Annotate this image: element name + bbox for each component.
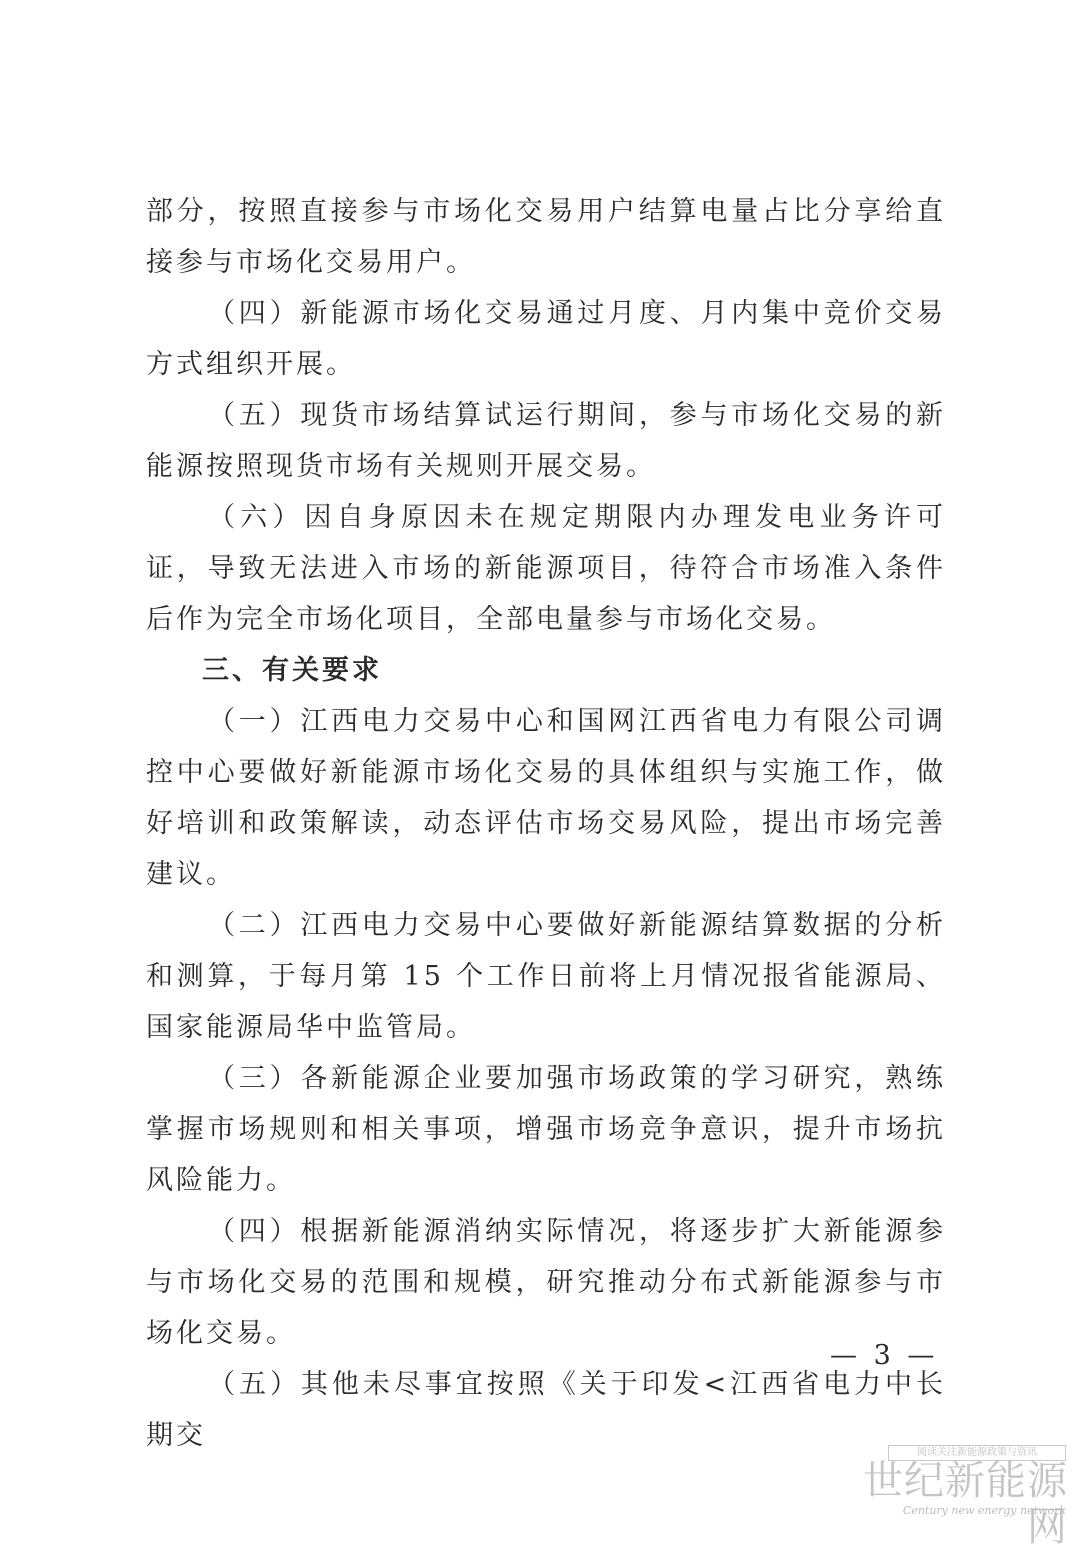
requirement-item-3: （三）各新能源企业要加强市场政策的学习研究，熟练掌握市场规则和相关事项，增强市场竞争意识，提升市场抗风险能力。	[146, 1063, 946, 1196]
requirement-item-2: （二）江西电力交易中心要做好新能源结算数据的分析和测算，于每月第 15 个工作日前将上月情况报省能源局、国家能源局华中监管局。	[146, 910, 946, 1043]
document-body	[146, 186, 946, 1461]
watermark-logo-text: 世纪新能源网	[863, 1458, 1068, 1550]
watermark-caption: 阅读关注新能源政策与资讯	[888, 1445, 1066, 1461]
requirement-item-4: （四）根据新能源消纳实际情况，将逐步扩大新能源参与市场化交易的范围和规模，研究推动分布式新能源参与市场化交易。	[146, 1216, 946, 1349]
paragraph-item-5: （五）现货市场结算试运行期间，参与市场化交易的新能源按照现货市场有关规则开展交易。	[146, 400, 946, 482]
paragraph-item-6: （六）因自身原因未在规定期限内办理发电业务许可证，导致无法进入市场的新能源项目，待符合市场准入条件后作为完全市场化项目，全部电量参与市场化交易。	[146, 502, 946, 635]
paragraph-continuation: 部分，按照直接参与市场化交易用户结算电量占比分享给直接参与市场化交易用户。	[146, 196, 946, 278]
page-number: — 3 —	[830, 1340, 939, 1371]
paragraph-item-4: （四）新能源市场化交易通过月度、月内集中竞价交易方式组织开展。	[146, 298, 946, 380]
section-heading: 三、有关要求	[202, 655, 382, 686]
requirement-item-5: （五）其他未尽事宜按照《关于印发<江西省电力中长期交	[146, 1369, 946, 1451]
requirement-item-1: （一）江西电力交易中心和国网江西省电力有限公司调控中心要做好新能源市场化交易的具体组织与实施工作，做好培训和政策解读，动态评估市场交易风险，提出市场完善建议。	[146, 706, 946, 890]
watermark-subtitle: Century new energy network	[902, 1504, 1066, 1517]
